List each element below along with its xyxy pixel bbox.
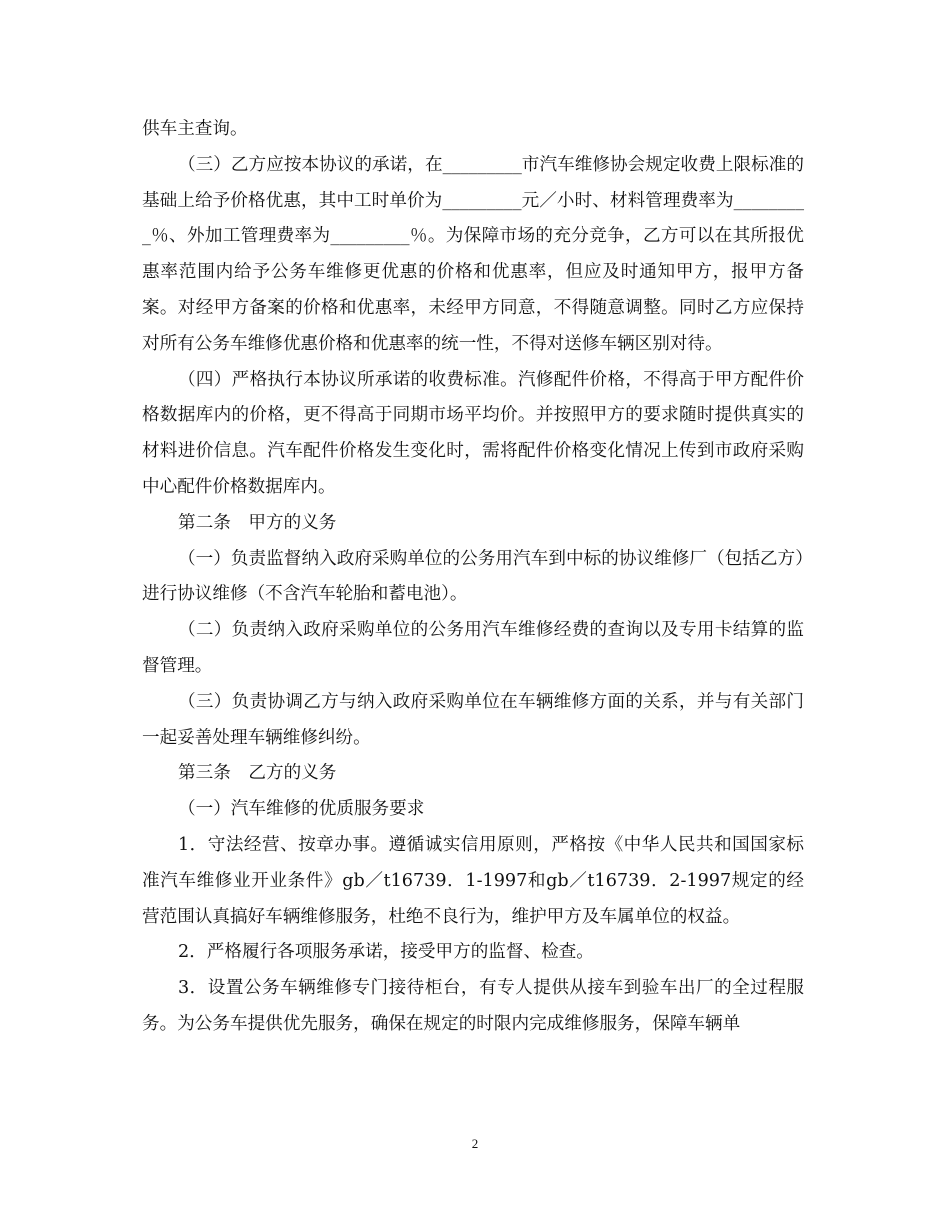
page-number: 2 xyxy=(471,1136,479,1151)
subsection-heading-service-requirements: （一）汽车维修的优质服务要求 xyxy=(178,799,425,820)
section-heading-article-3: 第三条 乙方的义务 xyxy=(178,763,337,784)
paragraph-requirement-1: 1．守法经营、按章办事。遵循诚实信用原则，严格按《中华人民共和国国家标准汽车维修业开业条件》gb／t16739．1-1997和gb／t16739．2-1997规定的经营范围认真搞好车辆维修服务，杜绝不良行为，维护甲方及车属单位的权益。 xyxy=(142,834,804,927)
paragraph-clause-4-fees: （四）严格执行本协议所承诺的收费标准。汽修配件价格，不得高于甲方配件价格数据库内的价格，更不得高于同期市场平均价。并按照甲方的要求随时提供真实的材料进价信息。汽车配件价格发生变化时，需将配件价格变化情况上传到市政府采购中心配件价格数据库内。 xyxy=(142,369,804,497)
paragraph-article-2-item-2: （二）负责纳入政府采购单位的公务用汽车维修经费的查询以及专用卡结算的监督管理。 xyxy=(142,620,804,676)
document-body xyxy=(142,112,804,1043)
paragraph-article-2-item-3: （三）负责协调乙方与纳入政府采购单位在车辆维修方面的关系，并与有关部门一起妥善处理车辆维修纠纷。 xyxy=(142,691,804,748)
paragraph-article-2-item-1: （一）负责监督纳入政府采购单位的公务用汽车到中标的协议维修厂（包括乙方）进行协议维修（不含汽车轮胎和蓄电池）。 xyxy=(142,548,804,605)
paragraph-clause-3-pricing: （三）乙方应按本协议的承诺，在_________市汽车维修协会规定收费上限标准的基础上给予价格优惠，其中工时单价为_________元／小时、材料管理费率为_________％、外加工管理费率为_________％。为保障市场的充分竞争，乙方可以在其所报优惠率范围内给予公务车维修更优惠的价格和优惠率，但应及时通知甲方，报甲方备案。对经甲方备案的价格和优惠率，未经甲方同意，不得随意调整。同时乙方应保持对所有公务车维修优惠价格和优惠率的统一性，不得对送修车辆区别对待。 xyxy=(142,154,804,354)
section-heading-article-2: 第二条 甲方的义务 xyxy=(178,512,337,533)
paragraph-continuation: 供车主查询。 xyxy=(142,119,248,139)
paragraph-requirement-2: 2．严格履行各项服务承诺，接受甲方的监督、检查。 xyxy=(178,942,594,963)
paragraph-requirement-3: 3．设置公务车辆维修专门接待柜台，有专人提供从接车到验车出厂的全过程服务。为公务车提供优先服务，确保在规定的时限内完成维修服务，保障车辆单 xyxy=(142,978,804,1034)
